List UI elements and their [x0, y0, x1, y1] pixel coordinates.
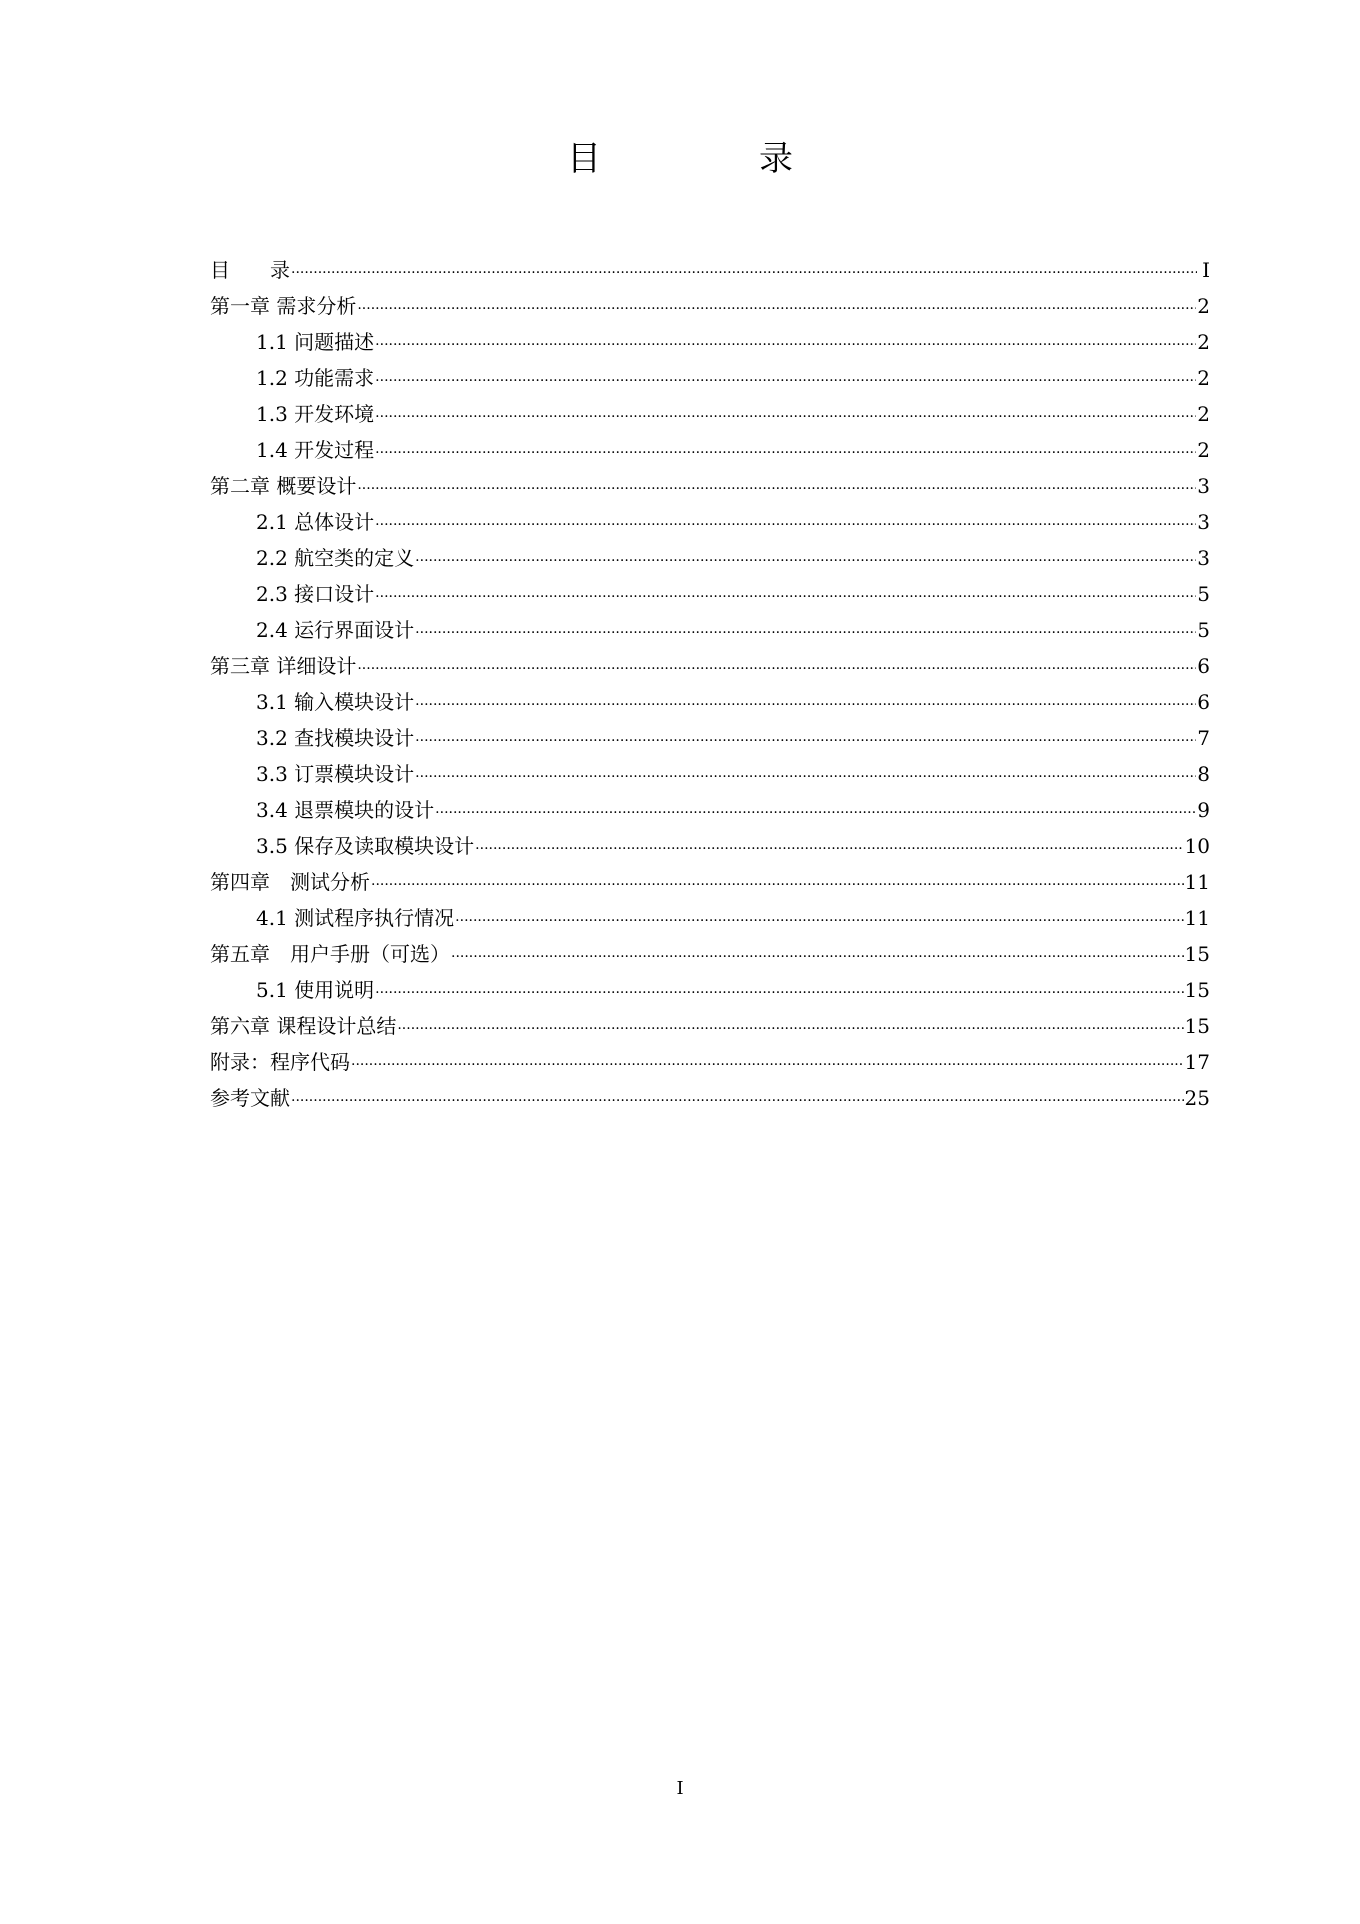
toc-entry[interactable] [210, 576, 1210, 612]
toc-entry-label: 1.4 开发过程 [256, 438, 375, 462]
toc-entry-page: 3 [1197, 474, 1210, 498]
toc-entry[interactable] [210, 972, 1210, 1008]
toc-entry-label: 4.1 测试程序执行情况 [256, 906, 455, 930]
toc-entry-label: 2.1 总体设计 [256, 510, 375, 534]
toc-leader-dots [415, 608, 1196, 647]
toc-leader-dots [451, 932, 1184, 971]
toc-entry-page: 17 [1184, 1050, 1210, 1074]
page-number: I [676, 1778, 684, 1799]
toc-entry[interactable] [210, 828, 1210, 864]
toc-entry-label: 第一章 需求分析 [210, 294, 357, 318]
toc-entry-page: 2 [1197, 330, 1210, 354]
toc-entry-page: 2 [1197, 438, 1210, 462]
toc-entry-page: 3 [1197, 546, 1210, 570]
toc-entry-page: 11 [1184, 906, 1210, 930]
toc-leader-dots [351, 1040, 1184, 1079]
toc-entry-label: 3.5 保存及读取模块设计 [256, 834, 475, 858]
toc-leader-dots [357, 644, 1196, 683]
toc-entry[interactable] [210, 612, 1210, 648]
toc-leader-dots [375, 572, 1196, 611]
toc-entry-page: 6 [1197, 654, 1210, 678]
toc-entry[interactable] [210, 792, 1210, 828]
toc-entry-label: 3.3 订票模块设计 [256, 762, 415, 786]
toc-entry[interactable] [210, 324, 1210, 360]
toc-entry-page: 7 [1197, 726, 1210, 750]
toc-leader-dots [415, 752, 1196, 791]
toc-entry[interactable] [210, 864, 1210, 900]
toc-entry-page: 5 [1197, 582, 1210, 606]
toc-leader-dots [291, 1076, 1184, 1115]
toc-entry-page: 3 [1197, 510, 1210, 534]
toc-entry-label: 附录：程序代码 [210, 1050, 350, 1074]
toc-entry-page: 11 [1184, 870, 1210, 894]
toc-entry-page: 5 [1197, 618, 1210, 642]
toc-leader-dots [397, 1004, 1183, 1043]
toc-leader-dots [375, 356, 1196, 395]
toc-entry[interactable] [210, 756, 1210, 792]
toc-entry-page: 25 [1184, 1086, 1210, 1110]
toc-leader-dots [375, 392, 1196, 431]
toc-entry[interactable] [210, 900, 1210, 936]
toc-entry-page: 15 [1184, 1014, 1210, 1038]
toc-leader-dots [375, 428, 1196, 467]
toc-entry-label: 第六章 课程设计总结 [210, 1014, 397, 1038]
toc-entry-page: 8 [1197, 762, 1210, 786]
toc-entry[interactable] [210, 396, 1210, 432]
toc-entry-page: I [1202, 258, 1210, 282]
toc-entry-page: 2 [1197, 402, 1210, 426]
toc-entry-label: 第二章 概要设计 [210, 474, 357, 498]
toc-leader-dots [415, 536, 1196, 575]
toc-leader-dots [415, 716, 1196, 755]
toc-entry-label: 1.1 问题描述 [256, 330, 375, 354]
toc-leader-dots [357, 284, 1196, 323]
toc-leader-dots [475, 824, 1183, 863]
toc-leader-dots [375, 320, 1196, 359]
toc-leader-dots [291, 248, 1197, 287]
toc-entry[interactable] [210, 540, 1210, 576]
toc-entry[interactable] [210, 432, 1210, 468]
toc-leader-dots [455, 896, 1183, 935]
toc-entry[interactable] [210, 504, 1210, 540]
toc-leader-dots [435, 788, 1196, 827]
toc-entry-label: 第四章 测试分析 [210, 870, 370, 894]
toc-entry-page: 9 [1197, 798, 1210, 822]
toc-entry-label: 1.2 功能需求 [256, 366, 375, 390]
toc-entry[interactable] [210, 1080, 1210, 1116]
toc-entry-page: 2 [1197, 294, 1210, 318]
toc-leader-dots [375, 500, 1196, 539]
toc-entry-label: 3.2 查找模块设计 [256, 726, 415, 750]
toc-leader-dots [415, 680, 1196, 719]
toc-entry[interactable] [210, 1044, 1210, 1080]
toc-leader-dots [371, 860, 1184, 899]
toc-entry-label: 2.2 航空类的定义 [256, 546, 415, 570]
toc-entry[interactable] [210, 648, 1210, 684]
toc-entry[interactable] [210, 468, 1210, 504]
toc-entry-page: 15 [1184, 978, 1210, 1002]
toc-entry-label: 第三章 详细设计 [210, 654, 357, 678]
toc-entry-page: 6 [1197, 690, 1210, 714]
toc-entry-page: 2 [1197, 366, 1210, 390]
toc-entry-label: 2.4 运行界面设计 [256, 618, 415, 642]
toc-entry-label: 3.4 退票模块的设计 [256, 798, 435, 822]
toc-entry[interactable] [210, 684, 1210, 720]
toc-entry[interactable] [210, 360, 1210, 396]
table-of-contents [210, 252, 1210, 1116]
toc-entry-label: 5.1 使用说明 [256, 978, 375, 1002]
toc-entry-label: 2.3 接口设计 [256, 582, 375, 606]
toc-entry[interactable] [210, 288, 1210, 324]
toc-entry-label: 目 录 [210, 258, 290, 282]
toc-entry-label: 参考文献 [210, 1086, 290, 1110]
page-title: 目 录 [567, 139, 855, 179]
toc-entry[interactable] [210, 936, 1210, 972]
toc-entry[interactable] [210, 1008, 1210, 1044]
toc-leader-dots [357, 464, 1196, 503]
toc-leader-dots [375, 968, 1183, 1007]
toc-entry[interactable] [210, 720, 1210, 756]
toc-entry-label: 3.1 输入模块设计 [256, 690, 415, 714]
toc-entry[interactable] [210, 252, 1210, 288]
toc-entry-page: 10 [1184, 834, 1210, 858]
toc-entry-label: 1.3 开发环境 [256, 402, 375, 426]
toc-entry-label: 第五章 用户手册（可选） [210, 942, 450, 966]
toc-entry-page: 15 [1184, 942, 1210, 966]
